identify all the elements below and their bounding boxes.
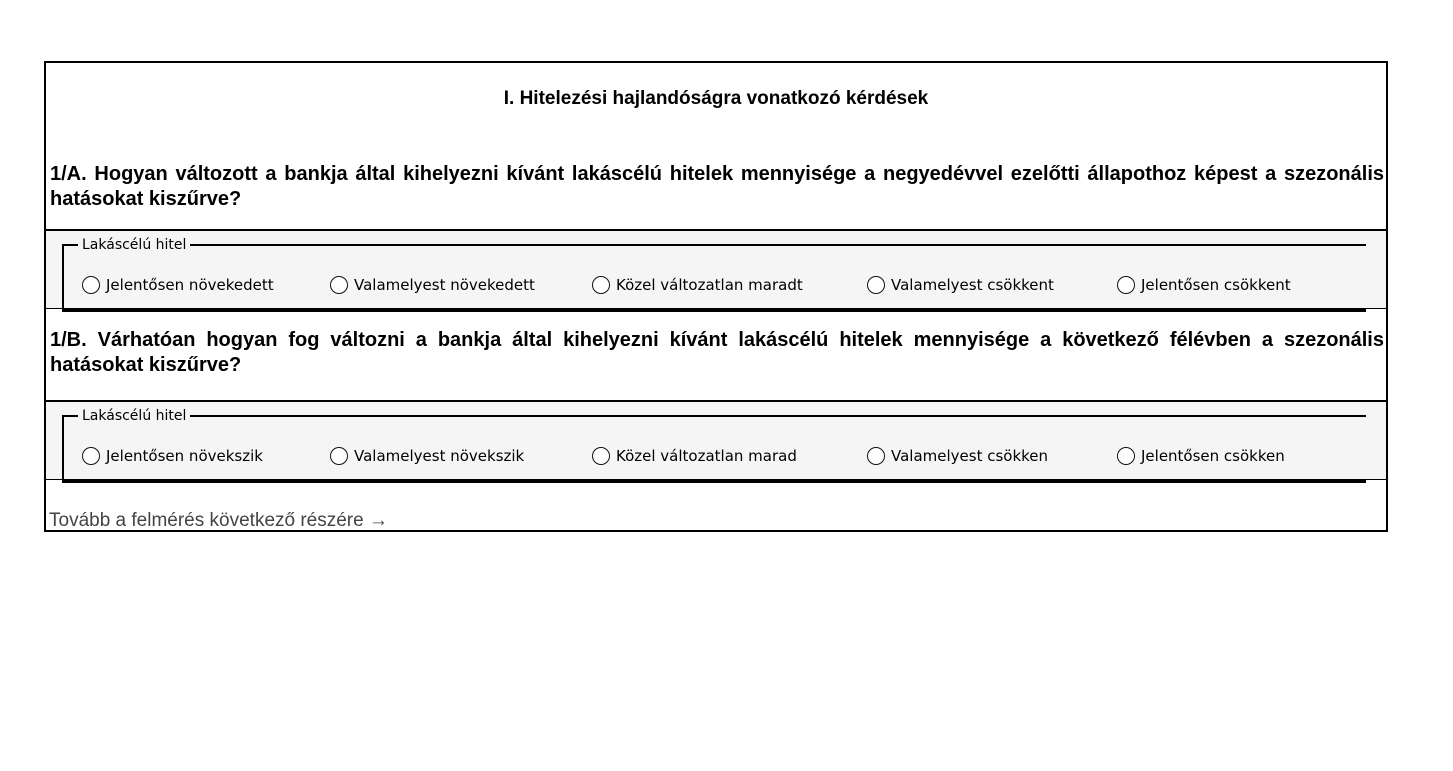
radio-button[interactable] <box>867 447 885 465</box>
radio-label: Közel változatlan marad <box>616 447 797 465</box>
next-section-link[interactable]: Tovább a felmérés következő részére → <box>49 510 388 531</box>
radio-option[interactable] <box>330 276 535 294</box>
answer-block-1b <box>46 400 1386 480</box>
radio-option[interactable] <box>1117 447 1285 465</box>
question-1a: 1/A. Hogyan változott a bankja által kihelyezni kívánt lakáscélú hitelek mennyisége a negyedévvel ezelőtti állapothoz képest a szezonális hatásokat kiszűrve? <box>50 163 1384 210</box>
radio-option[interactable] <box>1117 276 1291 294</box>
radio-label: Jelentősen csökkent <box>1141 276 1291 294</box>
radio-group-1b <box>82 447 1366 471</box>
radio-button[interactable] <box>330 447 348 465</box>
radio-label: Valamelyest csökkent <box>891 276 1054 294</box>
radio-button[interactable] <box>1117 276 1135 294</box>
radio-button[interactable] <box>330 276 348 294</box>
radio-label: Közel változatlan maradt <box>616 276 803 294</box>
radio-button[interactable] <box>592 447 610 465</box>
radio-label: Valamelyest csökken <box>891 447 1049 465</box>
radio-option[interactable] <box>82 447 263 465</box>
question-1b: 1/B. Várhatóan hogyan fog változni a bankja által kihelyezni kívánt lakáscélú hitelek mennyisége a következő félévben a szezonális hatásokat kiszűrve? <box>50 329 1384 376</box>
section-title: I. Hitelezési hajlandóságra vonatkozó kérdések <box>503 88 929 109</box>
radio-option[interactable] <box>330 447 524 465</box>
radio-label: Valamelyest növekszik <box>354 447 525 465</box>
radio-option[interactable] <box>867 276 1054 294</box>
fieldset-legend: Lakáscélú hitel <box>82 237 187 253</box>
radio-button[interactable] <box>592 276 610 294</box>
radio-option[interactable] <box>867 447 1048 465</box>
survey-panel <box>44 61 1388 532</box>
fieldset-1b <box>62 409 1366 483</box>
radio-option[interactable] <box>82 276 274 294</box>
radio-option[interactable] <box>592 276 803 294</box>
radio-label: Jelentősen növekszik <box>106 447 263 465</box>
radio-option[interactable] <box>592 447 797 465</box>
radio-group-1a <box>82 276 1366 300</box>
radio-button[interactable] <box>82 447 100 465</box>
fieldset-1a <box>62 238 1366 312</box>
answer-block-1a <box>46 229 1386 309</box>
radio-label: Jelentősen növekedett <box>106 276 274 294</box>
radio-label: Valamelyest növekedett <box>354 276 535 294</box>
radio-label: Jelentősen csökken <box>1141 447 1285 465</box>
radio-button[interactable] <box>82 276 100 294</box>
fieldset-legend: Lakáscélú hitel <box>82 408 187 424</box>
radio-button[interactable] <box>1117 447 1135 465</box>
radio-button[interactable] <box>867 276 885 294</box>
